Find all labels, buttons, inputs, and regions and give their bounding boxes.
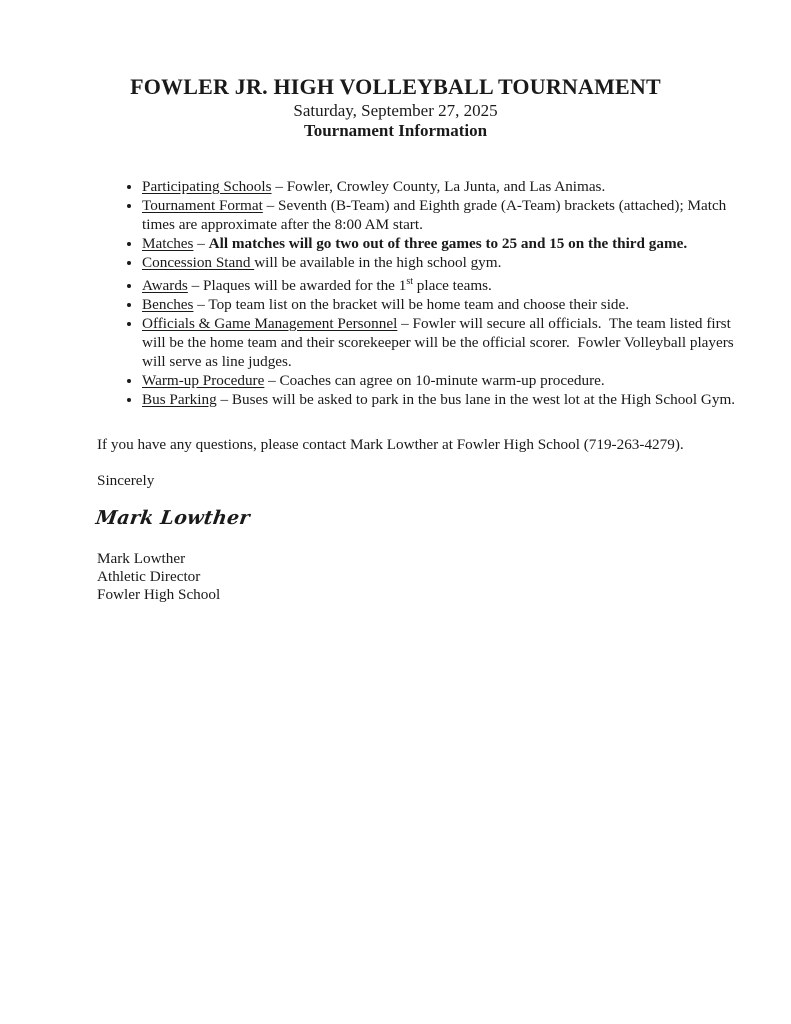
closing-salutation: Sincerely — [97, 472, 155, 489]
item-text: – Fowler will secure all officials. The team listed first will be the home team and their scorekeeper will be the official scorer. Fowler Volleyball players will serve as line judges. — [142, 315, 738, 371]
list-item-benches — [142, 295, 752, 314]
item-text-after: place teams. — [412, 277, 492, 295]
handwritten-signature: Mark Lowther — [94, 507, 252, 529]
document-subtitle: Tournament Information — [303, 121, 488, 140]
list-item-officials — [142, 314, 752, 371]
item-label: Warm-up Procedure — [142, 372, 265, 390]
item-label: Officials & Game Management Personnel — [142, 315, 398, 333]
signer-title: Athletic Director — [97, 568, 201, 585]
signer-school: Fowler High School — [97, 586, 221, 603]
item-label: Awards — [142, 277, 188, 295]
item-label: Tournament Format — [142, 197, 263, 214]
item-text: – Seventh (B-Team) and Eighth grade (A-Team) brackets (attached); Match times are approximate after the 8:00 AM start. — [142, 197, 727, 233]
list-item-concession-stand — [142, 253, 752, 272]
item-text: will be available in the high school gym. — [254, 254, 502, 271]
signer-name: Mark Lowther — [97, 550, 186, 567]
item-text: – — [193, 235, 209, 252]
item-bold-text: All matches will go two out of three games to 25 and 15 on the third game. — [208, 235, 688, 252]
list-item-participating-schools — [142, 177, 752, 196]
item-text: – Fowler, Crowley County, La Junta, and Las Animas. — [271, 178, 606, 195]
item-label: Bus Parking — [142, 391, 217, 409]
list-item-awards — [142, 272, 752, 295]
tournament-info-list — [96, 177, 752, 409]
item-text: – Top team list on the bracket will be home team and choose their side. — [193, 296, 630, 314]
item-text: – Coaches can agree on 10-minute warm-up procedure. — [264, 372, 605, 390]
list-item-bus-parking — [142, 390, 752, 409]
contact-paragraph: If you have any questions, please contact Mark Lowther at Fowler High School (719-263-4279). — [97, 436, 684, 453]
list-item-tournament-format — [142, 196, 752, 234]
event-date: Saturday, September 27, 2025 — [293, 101, 498, 120]
list-item-warm-up — [142, 371, 752, 390]
document-title: FOWLER JR. HIGH VOLLEYBALL TOURNAMENT — [130, 74, 661, 99]
item-label: Matches — [142, 235, 194, 252]
item-text: – Buses will be asked to park in the bus lane in the west lot at the High School Gym. — [216, 391, 736, 409]
item-label: Benches — [142, 296, 194, 314]
item-label: Concession Stand — [142, 254, 255, 271]
item-label: Participating Schools — [142, 178, 272, 195]
item-superscript: st — [406, 276, 413, 287]
list-item-matches — [142, 234, 752, 253]
signature-block — [97, 550, 220, 604]
item-text: – Plaques will be awarded for the 1 — [187, 277, 407, 295]
